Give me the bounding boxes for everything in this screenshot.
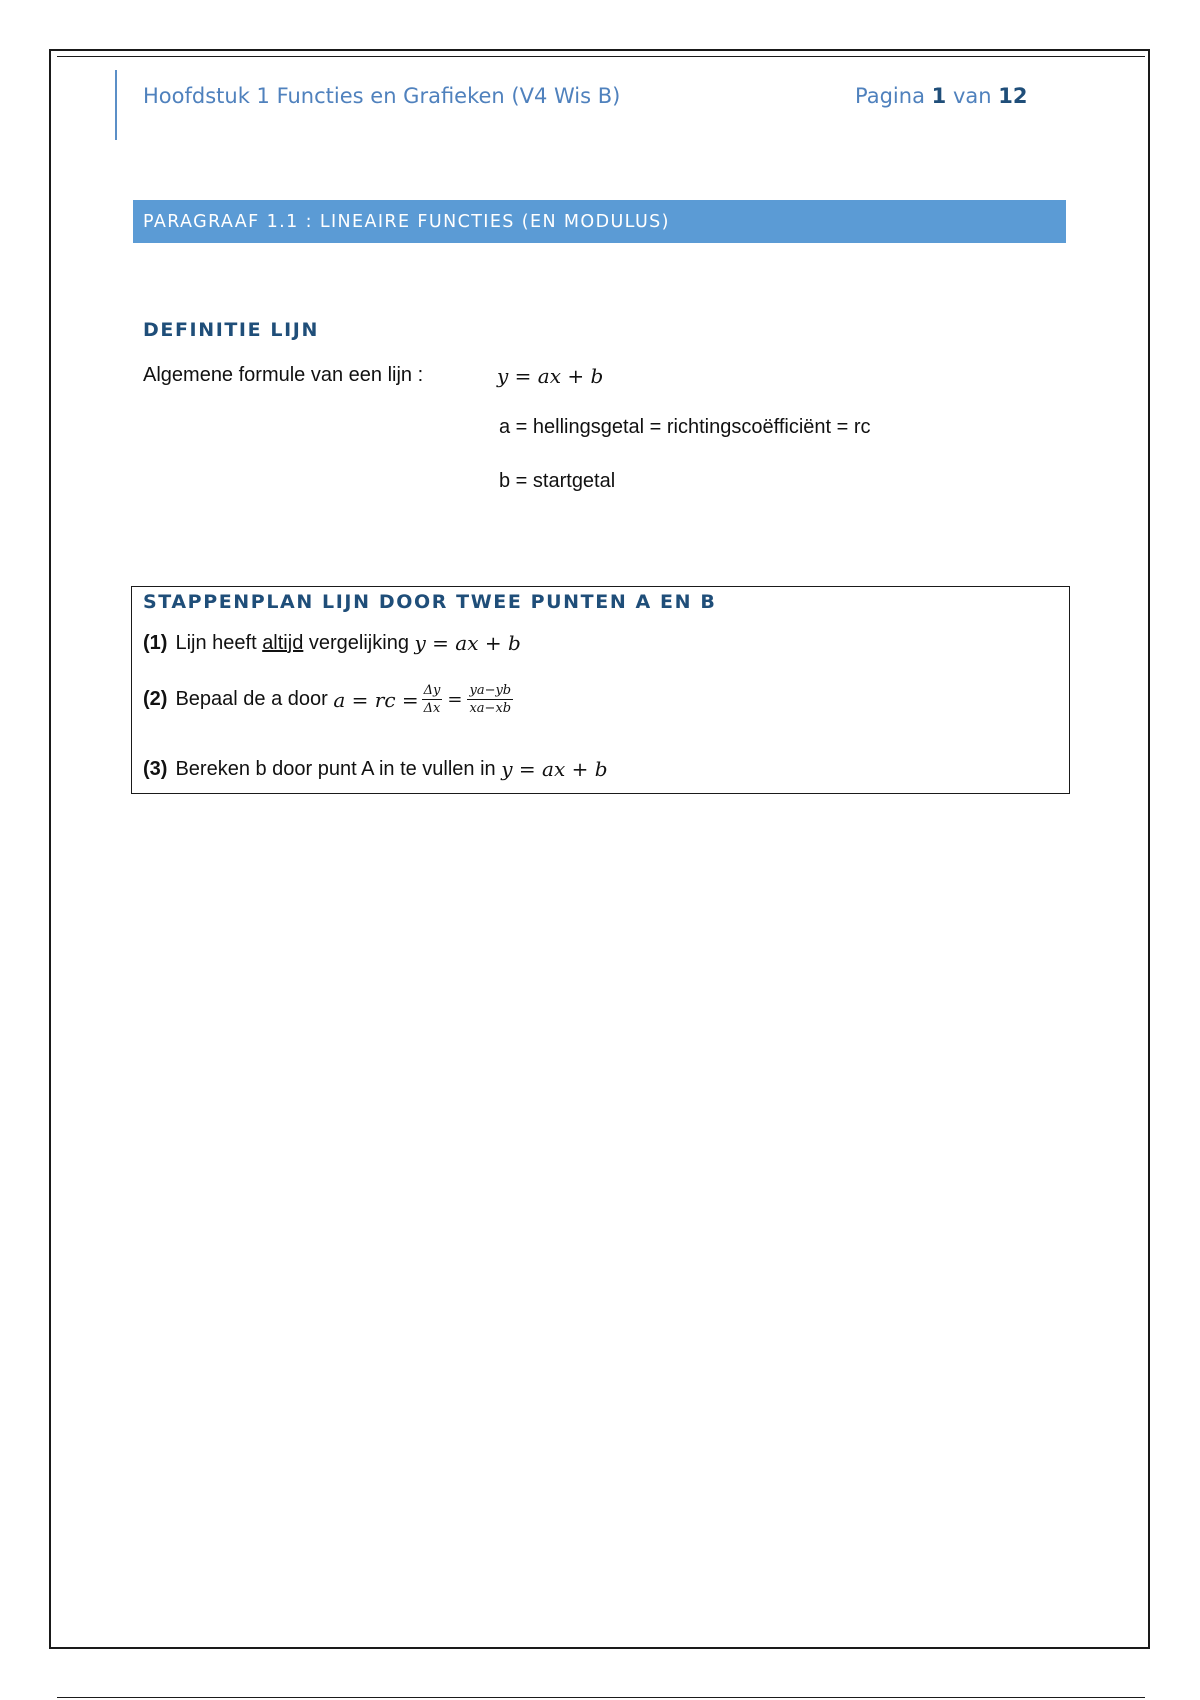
top-rule (57, 56, 1145, 57)
definition-a-description: a = hellingsgetal = richtingscoëfficiënt = rc (499, 416, 871, 438)
step-3 (143, 757, 608, 781)
steps-heading: STAPPENPLAN LIJN DOOR TWEE PUNTEN A EN B (143, 591, 717, 613)
section-banner (133, 200, 1066, 243)
definition-b-description: b = startgetal (499, 470, 616, 492)
page-current: 1 (931, 84, 947, 108)
points-fraction (467, 683, 513, 716)
steps-box (131, 586, 1070, 794)
page-mid: van (952, 84, 992, 108)
step-1-post: vergelijking (308, 631, 409, 654)
step-1-formula: y = ax + b (414, 631, 521, 655)
step-2-number: (2) (143, 688, 168, 710)
points-fraction-denominator: xa−xb (469, 701, 512, 716)
delta-fraction (422, 683, 443, 716)
header-accent-bar (115, 70, 117, 140)
step-3-number: (3) (143, 757, 168, 780)
bottom-rule (57, 1697, 1145, 1698)
definition-label: Algemene formule van een lijn : (143, 364, 424, 386)
header-title: Hoofdstuk 1 Functies en Grafieken (V4 Wis B) (143, 84, 621, 108)
step-1-underlined: altijd (262, 631, 304, 654)
delta-fraction-denominator: Δx (423, 701, 441, 716)
page-prefix: Pagina (855, 84, 925, 108)
step-1 (143, 631, 521, 655)
definition-formula: y = ax + b (497, 364, 604, 388)
step-1-pre: Lijn heeft (175, 631, 257, 654)
step-2-formula-lhs: a = rc = (333, 687, 419, 712)
page-frame (49, 49, 1150, 1649)
page-number (855, 84, 1027, 108)
section-banner-text: PARAGRAAF 1.1 : LINEAIRE FUNCTIES (EN MODULUS) (143, 211, 670, 232)
delta-fraction-numerator: Δy (423, 683, 441, 698)
definition-heading: DEFINITIE LIJN (143, 319, 319, 341)
points-fraction-numerator: ya−yb (469, 683, 512, 698)
step-3-text: Bereken b door punt A in te vullen in (175, 757, 496, 780)
step-2-equals: = (447, 689, 463, 710)
step-3-formula: y = ax + b (501, 757, 608, 781)
step-2-pre: Bepaal de a door (175, 688, 328, 710)
step-1-number: (1) (143, 631, 168, 654)
page-total: 12 (998, 84, 1028, 108)
step-2 (143, 683, 516, 716)
